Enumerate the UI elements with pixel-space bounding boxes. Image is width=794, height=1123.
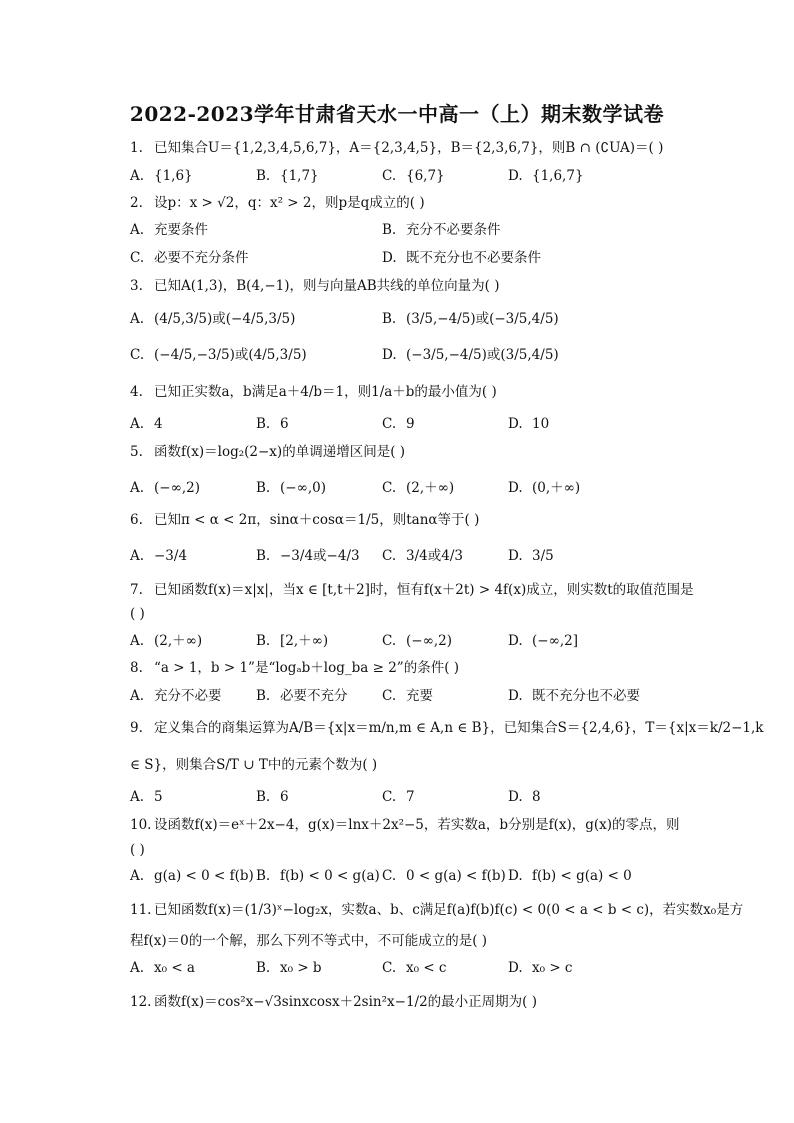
options-4 bbox=[130, 414, 690, 434]
options-3-row1 bbox=[130, 309, 690, 329]
question-10 bbox=[130, 815, 690, 835]
question-text: “a > 1，b > 1”是“logₐb＋log_ba ≥ 2”的条件( ) bbox=[154, 660, 460, 676]
question-number: 7. bbox=[130, 582, 143, 598]
options-6 bbox=[130, 546, 690, 566]
option-b: B. 充分不必要条件 bbox=[382, 222, 501, 238]
question-number: 5. bbox=[130, 444, 143, 460]
option-d: D. 既不充分也不必要 bbox=[508, 688, 640, 704]
option-c: C. 7 bbox=[382, 789, 415, 805]
option-a: A. 4 bbox=[130, 416, 163, 432]
options-10 bbox=[130, 866, 690, 886]
question-number: 2. bbox=[130, 195, 143, 211]
option-b: B. (3/5,−4/5)或(−3/5,4/5) bbox=[382, 311, 559, 327]
question-11-continued: 程f(x)＝0的一个解，那么下列不等式中，不可能成立的是( ) bbox=[130, 933, 488, 949]
option-b: B. [2,＋∞) bbox=[256, 633, 329, 649]
question-text: 函数f(x)＝cos²x−√3sinxcosx＋2sin²x−1/2的最小正周期为( ) bbox=[154, 994, 537, 1010]
question-12 bbox=[130, 992, 690, 1012]
question-10-continued: ( ) bbox=[130, 842, 145, 858]
question-9 bbox=[130, 718, 764, 738]
question-text: 已知集合U＝{1,2,3,4,5,6,7}，A＝{2,3,4,5}，B＝{2,3,6,7}，则B ∩ (∁UA)＝( ) bbox=[154, 140, 664, 156]
option-d: D. x₀ > c bbox=[508, 960, 573, 976]
option-d: D. 10 bbox=[508, 416, 550, 432]
question-7-continued: ( ) bbox=[130, 606, 145, 622]
question-text: 已知A(1,3)，B(4,−1)，则与向量AB共线的单位向量为( ) bbox=[154, 278, 500, 294]
option-b: B. x₀ > b bbox=[256, 960, 322, 976]
question-2 bbox=[130, 193, 690, 213]
question-7 bbox=[130, 580, 694, 600]
question-4 bbox=[130, 382, 690, 402]
option-b: B. (−∞,0) bbox=[256, 480, 326, 496]
page-title: 2022-2023学年甘肃省天水一中高一（上）期末数学试卷 bbox=[129, 102, 665, 126]
options-11 bbox=[130, 958, 690, 978]
options-3-row2 bbox=[130, 345, 690, 365]
option-b: B. {1,7} bbox=[256, 168, 319, 184]
option-d: D. 3/5 bbox=[508, 548, 554, 564]
option-a: A. 充分不必要 bbox=[130, 688, 222, 704]
option-b: B. 6 bbox=[256, 789, 289, 805]
option-b: B. 6 bbox=[256, 416, 289, 432]
option-d: D. (−∞,2] bbox=[508, 633, 578, 649]
option-d: D. f(b) < g(a) < 0 bbox=[508, 868, 632, 884]
question-text: 已知正实数a，b满足a＋4/b＝1，则1/a＋b的最小值为( ) bbox=[154, 384, 497, 400]
options-1 bbox=[130, 166, 690, 186]
question-text: 设函数f(x)＝eˣ＋2x−4，g(x)＝lnx＋2x²−5，若实数a，b分别是f(x)，g(x)的零点，则 bbox=[154, 817, 680, 833]
option-c: C. (−∞,2) bbox=[382, 633, 452, 649]
question-number: 8. bbox=[130, 660, 143, 676]
option-d: D. (−3/5,−4/5)或(3/5,4/5) bbox=[382, 347, 559, 363]
question-number: 6. bbox=[130, 512, 143, 528]
options-2-row2 bbox=[130, 248, 690, 268]
question-text: 已知π < α < 2π，sinα＋cosα＝1/5，则tanα等于( ) bbox=[154, 512, 480, 528]
options-5 bbox=[130, 478, 690, 498]
option-c: C. (−4/5,−3/5)或(4/5,3/5) bbox=[130, 347, 307, 363]
question-text: 已知函数f(x)＝x|x|，当x ∈ [t,t＋2]时，恒有f(x＋2t) > 4f(x)成立，则实数t的取值范围是 bbox=[154, 582, 694, 598]
option-a: A. 充要条件 bbox=[130, 222, 208, 238]
question-5 bbox=[130, 442, 690, 462]
option-a: A. x₀ < a bbox=[130, 960, 195, 976]
option-a: A. {1,6} bbox=[130, 168, 193, 184]
option-c: C. 必要不充分条件 bbox=[130, 250, 249, 266]
question-8 bbox=[130, 658, 690, 678]
options-8 bbox=[130, 686, 690, 706]
option-a: A. (2,＋∞) bbox=[130, 633, 203, 649]
question-number: 11. bbox=[130, 902, 152, 918]
option-d: D. {1,6,7} bbox=[508, 168, 584, 184]
question-text: 已知函数f(x)＝(1/3)ˣ−log₂x，实数a、b、c满足f(a)f(b)f(c) < 0(0 < a < b < c)，若实数x₀是方 bbox=[154, 902, 744, 918]
option-c: C. 3/4或4/3 bbox=[382, 548, 463, 564]
option-c: C. 充要 bbox=[382, 688, 433, 704]
question-number: 3. bbox=[130, 278, 143, 294]
question-number: 1. bbox=[130, 140, 143, 156]
question-9-continued: ∈ S}，则集合S/T ∪ T中的元素个数为( ) bbox=[130, 757, 378, 773]
option-b: B. −3/4或−4/3 bbox=[256, 548, 360, 564]
options-2-row1 bbox=[130, 220, 690, 240]
option-a: A. (−∞,2) bbox=[130, 480, 200, 496]
options-7 bbox=[130, 631, 690, 651]
question-text: 设p：x > √2，q：x² > 2，则p是q成立的( ) bbox=[154, 195, 425, 211]
options-9 bbox=[130, 787, 690, 807]
option-c: C. x₀ < c bbox=[382, 960, 447, 976]
option-c: C. (2,＋∞) bbox=[382, 480, 455, 496]
question-number: 10. bbox=[130, 817, 152, 833]
question-number: 4. bbox=[130, 384, 143, 400]
option-d: D. 既不充分也不必要条件 bbox=[382, 250, 541, 266]
option-a: A. 5 bbox=[130, 789, 163, 805]
question-1 bbox=[130, 138, 690, 158]
question-11 bbox=[130, 900, 744, 920]
question-text: 定义集合的商集运算为A/B＝{x|x＝m/n,m ∈ A,n ∈ B}，已知集合S＝{2,4,6}，T＝{x|x＝k/2−1,k bbox=[154, 720, 764, 736]
option-b: B. f(b) < 0 < g(a) bbox=[256, 868, 380, 884]
question-number: 12. bbox=[130, 994, 152, 1010]
option-c: C. {6,7} bbox=[382, 168, 445, 184]
option-a: A. g(a) < 0 < f(b) bbox=[130, 868, 254, 884]
option-a: A. (4/5,3/5)或(−4/5,3/5) bbox=[130, 311, 296, 327]
option-c: C. 9 bbox=[382, 416, 415, 432]
option-d: D. (0,＋∞) bbox=[508, 480, 581, 496]
option-b: B. 必要不充分 bbox=[256, 688, 348, 704]
question-number: 9. bbox=[130, 720, 143, 736]
question-6 bbox=[130, 510, 690, 530]
option-a: A. −3/4 bbox=[130, 548, 188, 564]
question-text: 函数f(x)＝log₂(2−x)的单调递增区间是( ) bbox=[154, 444, 406, 460]
option-c: C. 0 < g(a) < f(b) bbox=[382, 868, 506, 884]
question-3 bbox=[130, 276, 690, 296]
option-d: D. 8 bbox=[508, 789, 541, 805]
